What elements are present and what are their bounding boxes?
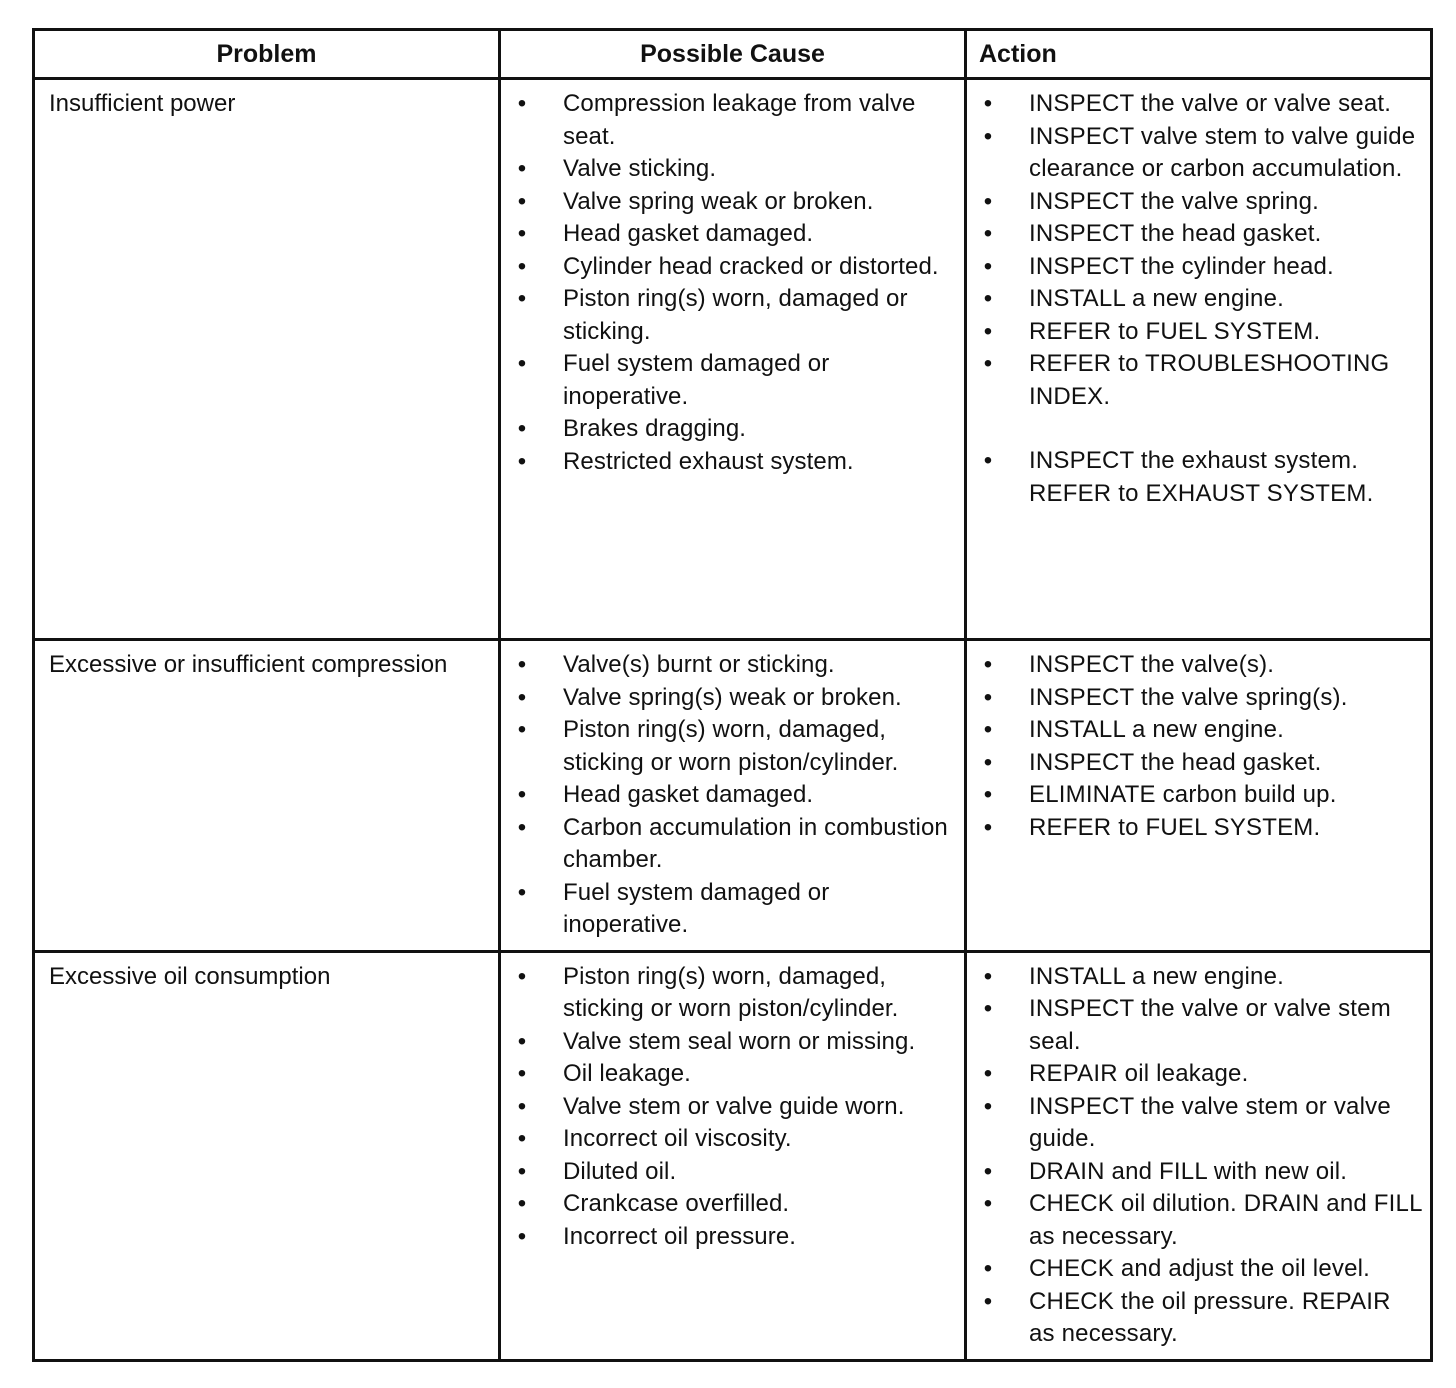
problem-cell: Excessive or insufficient compression — [34, 640, 500, 952]
cause-text: Compression leakage from valve seat. — [563, 90, 916, 150]
bullet-icon: • — [983, 220, 993, 247]
table-row — [34, 640, 1432, 952]
action-item — [979, 1286, 1422, 1351]
cause-text: Valve spring weak or broken. — [563, 187, 874, 215]
action-item — [979, 779, 1422, 812]
problem-header: Problem — [34, 30, 500, 79]
action-item — [979, 121, 1422, 186]
cause-text: Piston ring(s) worn, damaged, sticking or worn piston/cylinder. — [563, 962, 899, 1022]
action-item — [979, 316, 1422, 349]
bullet-icon: • — [983, 122, 993, 150]
action-text: CHECK the oil pressure. REPAIR as necessary. — [1029, 1287, 1391, 1347]
bullet-icon: • — [517, 90, 527, 117]
action-text: INSPECT the valve(s). — [1029, 651, 1275, 678]
problem-cell: Excessive oil consumption — [34, 951, 500, 1360]
cause-text: Head gasket damaged. — [563, 220, 814, 247]
action-item — [979, 961, 1422, 994]
cause-item — [513, 961, 956, 1026]
bullet-icon: • — [983, 447, 993, 474]
bullet-icon: • — [517, 781, 527, 808]
bullet-icon: • — [517, 187, 527, 215]
cause-item — [513, 413, 956, 446]
bullet-icon: • — [983, 1157, 993, 1185]
bullet-icon: • — [517, 1222, 527, 1250]
action-item — [979, 649, 1422, 682]
action-item — [979, 218, 1422, 251]
action-item — [979, 1188, 1422, 1253]
bullet-icon: • — [517, 878, 527, 906]
bullet-icon: • — [517, 813, 527, 841]
action-text: INSTALL a new engine. — [1029, 962, 1285, 990]
cause-item — [513, 1221, 956, 1254]
action-item — [979, 1091, 1422, 1156]
action-text: INSPECT the valve or valve seat. — [1029, 90, 1392, 117]
cause-item — [513, 877, 956, 942]
cause-text: Diluted oil. — [563, 1157, 677, 1185]
bullet-icon: • — [517, 716, 527, 743]
cause-item — [513, 186, 956, 219]
action-item — [979, 682, 1422, 715]
bullet-icon: • — [517, 415, 527, 442]
cause-text: Cylinder head cracked or distorted. — [563, 252, 939, 280]
action-text: CHECK and adjust the oil level. — [1029, 1255, 1371, 1282]
bullet-icon: • — [517, 350, 527, 377]
cause-item — [513, 348, 956, 413]
cause-text: Piston ring(s) worn, damaged or sticking. — [563, 285, 908, 345]
cause-item — [513, 251, 956, 284]
cause-item — [513, 1058, 956, 1091]
action-item — [979, 348, 1422, 413]
action-text: CHECK oil dilution. DRAIN and FILL as necessary. — [1029, 1190, 1422, 1250]
bullet-icon: • — [983, 716, 993, 743]
action-text: INSPECT the valve or valve stem seal. — [1029, 995, 1391, 1055]
action-text: REFER to FUEL SYSTEM. — [1029, 317, 1321, 345]
cause-item — [513, 283, 956, 348]
action-item — [979, 88, 1422, 121]
action-item — [979, 251, 1422, 284]
action-text: INSPECT the cylinder head. — [1029, 252, 1334, 280]
possible-cause-header: Possible Cause — [500, 30, 966, 79]
action-list — [979, 88, 1422, 510]
possible-cause-cell — [500, 640, 966, 952]
table-row — [34, 79, 1432, 640]
cause-text: Valve sticking. — [563, 155, 717, 182]
cause-text: Restricted exhaust system. — [563, 447, 854, 475]
bullet-icon: • — [983, 813, 993, 841]
cause-item — [513, 649, 956, 682]
cause-text: Valve(s) burnt or sticking. — [563, 651, 835, 678]
action-text: ELIMINATE carbon build up. — [1029, 781, 1337, 808]
action-item — [979, 993, 1422, 1058]
cause-text: Head gasket damaged. — [563, 781, 814, 808]
action-text: INSPECT the valve spring. — [1029, 187, 1320, 215]
bullet-icon: • — [983, 1190, 993, 1217]
action-text: INSPECT valve stem to valve guide clearance or carbon accumulation. — [1029, 122, 1416, 182]
action-list — [979, 649, 1422, 844]
bullet-icon: • — [517, 1060, 527, 1087]
bullet-icon: • — [517, 651, 527, 678]
bullet-icon: • — [517, 1190, 527, 1217]
cause-text: Valve spring(s) weak or broken. — [563, 683, 902, 711]
cause-text: Piston ring(s) worn, damaged, sticking or worn piston/cylinder. — [563, 716, 899, 776]
bullet-icon: • — [983, 350, 993, 377]
bullet-icon: • — [983, 187, 993, 215]
action-item — [979, 1058, 1422, 1091]
table-row — [34, 951, 1432, 1360]
header-row — [34, 30, 1432, 79]
possible-cause-cell — [500, 79, 966, 640]
bullet-icon: • — [983, 962, 993, 990]
cause-text: Incorrect oil pressure. — [563, 1222, 797, 1250]
action-text: REPAIR oil leakage. — [1029, 1060, 1249, 1087]
cause-text: Oil leakage. — [563, 1060, 691, 1087]
cause-item — [513, 218, 956, 251]
bullet-icon: • — [983, 90, 993, 117]
bullet-icon: • — [517, 252, 527, 280]
cause-item — [513, 88, 956, 153]
troubleshooting-table — [32, 28, 1433, 1362]
action-item — [979, 445, 1422, 510]
action-cell — [966, 951, 1432, 1360]
bullet-icon: • — [983, 317, 993, 345]
bullet-icon: • — [517, 447, 527, 475]
action-item — [979, 812, 1422, 845]
cause-text: Fuel system damaged or inoperative. — [563, 878, 830, 938]
cause-text: Fuel system damaged or inoperative. — [563, 350, 830, 410]
cause-item — [513, 1123, 956, 1156]
cause-item — [513, 1156, 956, 1189]
bullet-icon: • — [983, 1255, 993, 1282]
action-text: INSPECT the valve spring(s). — [1029, 683, 1348, 711]
action-text: INSTALL a new engine. — [1029, 285, 1285, 312]
bullet-icon: • — [983, 1287, 993, 1315]
bullet-icon: • — [983, 285, 993, 312]
bullet-icon: • — [517, 962, 527, 990]
action-text: INSPECT the head gasket. — [1029, 748, 1322, 776]
cause-item — [513, 779, 956, 812]
bullet-icon: • — [517, 1027, 527, 1055]
cause-text: Incorrect oil viscosity. — [563, 1125, 792, 1152]
action-item — [979, 1156, 1422, 1189]
bullet-icon: • — [517, 220, 527, 247]
cause-list — [513, 88, 956, 478]
action-text: REFER to FUEL SYSTEM. — [1029, 813, 1321, 841]
cause-item — [513, 446, 956, 479]
bullet-icon: • — [983, 252, 993, 280]
action-item — [979, 1253, 1422, 1286]
cause-item — [513, 812, 956, 877]
action-item — [979, 186, 1422, 219]
bullet-icon: • — [517, 1157, 527, 1185]
bullet-icon: • — [983, 748, 993, 776]
action-cell — [966, 79, 1432, 640]
cause-item — [513, 153, 956, 186]
cause-list — [513, 961, 956, 1254]
action-item — [979, 747, 1422, 780]
action-text: INSPECT the valve stem or valve guide. — [1029, 1092, 1391, 1152]
bullet-icon: • — [983, 781, 993, 808]
action-text: INSPECT the head gasket. — [1029, 220, 1322, 247]
cause-text: Valve stem seal worn or missing. — [563, 1027, 916, 1055]
problem-cell: Insufficient power — [34, 79, 500, 640]
cause-text: Brakes dragging. — [563, 415, 747, 442]
action-item — [979, 283, 1422, 316]
action-text: DRAIN and FILL with new oil. — [1029, 1157, 1348, 1185]
action-item — [979, 714, 1422, 747]
action-list — [979, 961, 1422, 1351]
bullet-icon: • — [517, 285, 527, 312]
bullet-icon: • — [517, 683, 527, 711]
bullet-icon: • — [983, 1092, 993, 1120]
action-text: INSPECT the exhaust system. REFER to EXHAUST SYSTEM. — [1029, 447, 1374, 507]
bullet-icon: • — [983, 651, 993, 678]
cause-list — [513, 649, 956, 942]
bullet-icon: • — [517, 1125, 527, 1152]
action-cell — [966, 640, 1432, 952]
cause-text: Carbon accumulation in combustion chamber. — [563, 813, 948, 873]
cause-item — [513, 1026, 956, 1059]
action-text: REFER to TROUBLESHOOTING INDEX. — [1029, 350, 1390, 410]
bullet-icon: • — [517, 155, 527, 182]
cause-item — [513, 1188, 956, 1221]
cause-text: Crankcase overfilled. — [563, 1190, 790, 1217]
cause-item — [513, 714, 956, 779]
action-header: Action — [966, 30, 1432, 79]
action-text: INSTALL a new engine. — [1029, 716, 1285, 743]
possible-cause-cell — [500, 951, 966, 1360]
cause-item — [513, 1091, 956, 1124]
bullet-icon: • — [983, 995, 993, 1022]
cause-item — [513, 682, 956, 715]
bullet-icon: • — [983, 1060, 993, 1087]
cause-text: Valve stem or valve guide worn. — [563, 1092, 905, 1120]
bullet-icon: • — [517, 1092, 527, 1120]
bullet-icon: • — [983, 683, 993, 711]
